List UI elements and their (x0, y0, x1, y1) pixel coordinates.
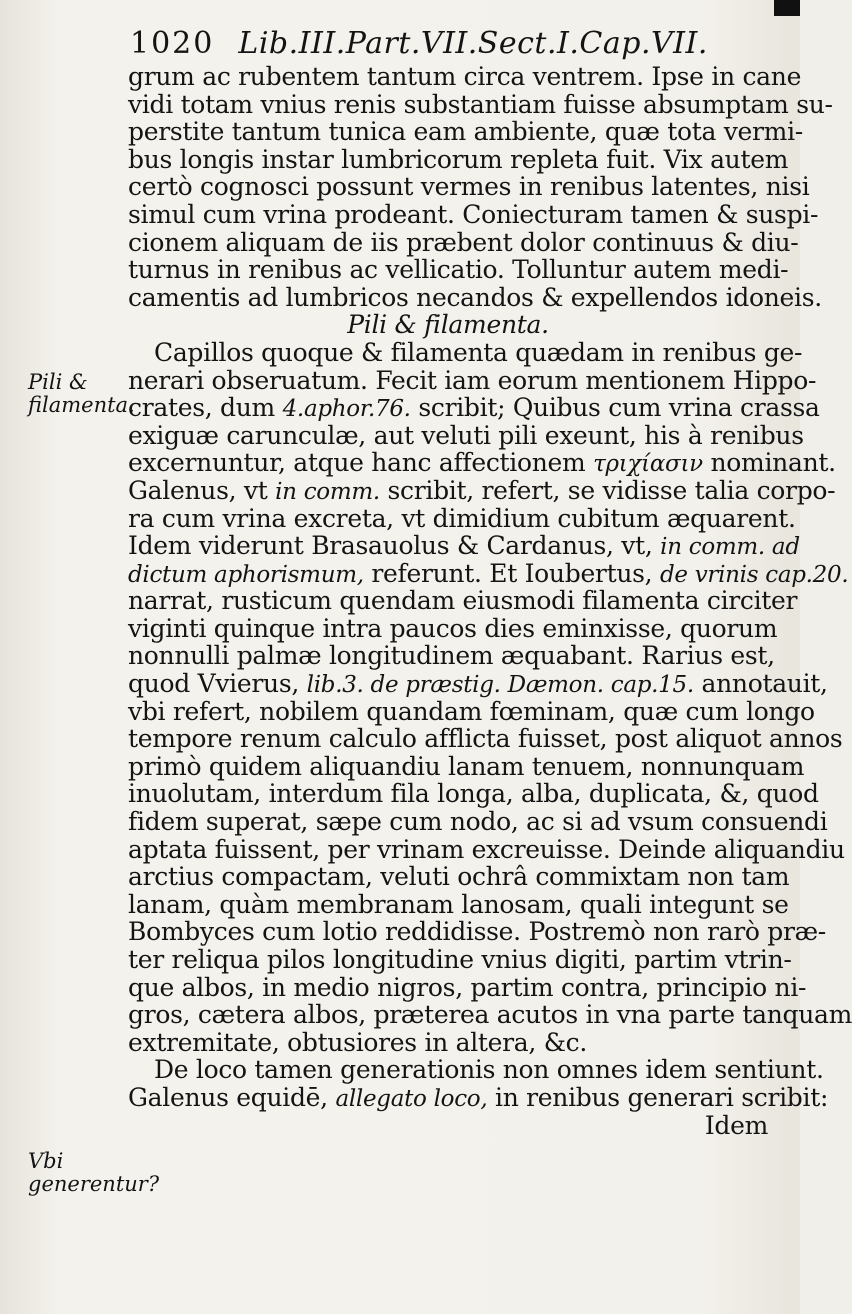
scan-corner-shadow (774, 0, 800, 16)
text-line (128, 1029, 768, 1057)
text-line (128, 751, 805, 781)
text-run: quod Vvierus, (128, 669, 307, 699)
text-run: De loco tamen generationis non omnes idem sentiunt. (154, 1055, 824, 1085)
text-run: Galenus, vt (128, 475, 276, 505)
text-run: ter reliqua pilos longitudine vnius digiti, partim vtrin- (128, 945, 792, 974)
text-run: nonnulli palmæ longitudinem æquabant. Rarius est, (128, 641, 775, 671)
text-line (128, 89, 833, 119)
text-run: Galenus equidē, (128, 1082, 336, 1112)
text-line (128, 420, 804, 450)
text-run: inuolutam, interdum fila longa, alba, duplicata, &, quod (128, 779, 819, 809)
italic-reference: allegato loco, (335, 1085, 488, 1112)
italic-reference: τριχίασιν (593, 451, 703, 478)
text-run: aptata fuissent, per vrinam excreuisse. Deinde aliquandiu (128, 834, 845, 864)
text-line (128, 62, 802, 91)
text-line (128, 1055, 824, 1085)
text-run: vbi refert, nobilem quandam fœminam, quæ cum longo (128, 696, 815, 726)
running-title: Lib.III.Part.VII.Sect.I.Cap.VII. (238, 26, 708, 61)
text-line (128, 144, 789, 174)
text-run: crates, dum (128, 393, 283, 423)
text-line (128, 779, 819, 809)
text-line (128, 972, 807, 1002)
text-run: fidem superat, sæpe cum nodo, ac si ad vsum consuendi (128, 807, 828, 837)
text-line (128, 696, 815, 726)
text-line (128, 255, 789, 285)
text-run: exiguæ carunculæ, aut veluti pili exeunt, his à renibus (128, 420, 804, 450)
text-run: scribit, refert, se vidisse talia corpo- (379, 475, 836, 505)
text-line (128, 945, 792, 974)
text-run: perstite tantum tunica eam ambiente, quæ tota vermi- (128, 117, 803, 147)
text-run: primò quidem aliquandiu lanam tenuem, nonnunquam (128, 751, 805, 781)
text-run: que albos, in medio nigros, partim contra, principio ni- (128, 972, 807, 1002)
text-run: cionem aliquam de iis præbent dolor continuus & diu- (128, 227, 799, 257)
text-run: Pili & filamenta. (347, 310, 549, 340)
text-run: in renibus generari scribit: (487, 1082, 829, 1112)
text-run: Idem viderunt Brasauolus & Cardanus, vt, (128, 531, 661, 561)
body-text (128, 62, 852, 1140)
text-line (128, 862, 790, 892)
text-run: grum ac rubentem tantum circa ventrem. Ipse in cane (128, 62, 802, 91)
text-line (128, 807, 828, 837)
text-line (128, 337, 803, 367)
text-line (128, 669, 828, 699)
text-line (128, 889, 789, 919)
text-run: tempore renum calculo afflicta fuisset, post aliquot annos (128, 724, 843, 754)
text-line (128, 1112, 768, 1140)
text-run: simul cum vrina prodeant. Coniecturam tamen & suspi- (128, 199, 819, 229)
text-run: referunt. Et Ioubertus, (363, 558, 660, 588)
margin-note-vbi-generentur: Vbi generentur? (28, 1149, 160, 1196)
italic-reference: 4.aphor.76. (282, 396, 411, 423)
text-line (128, 282, 822, 312)
text-line (128, 448, 836, 478)
text-run: nerari obseruatum. Fecit iam eorum mentionem Hippo- (128, 365, 817, 395)
italic-reference: in comm. (275, 478, 380, 505)
running-header (130, 26, 790, 61)
text-line (128, 393, 820, 423)
italic-reference: in comm. ad (660, 534, 800, 561)
text-line (128, 503, 796, 533)
text-line (128, 475, 836, 505)
italic-reference: dictum aphorismum, (128, 561, 364, 588)
text-run: turnus in renibus ac vellicatio. Tolluntur autem medi- (128, 255, 789, 285)
page-number: 1020 (130, 26, 215, 61)
margin-note-pili: Pili & filamenta. (28, 370, 135, 417)
section-heading (128, 311, 768, 339)
text-run: scribit; Quibus cum vrina crassa (410, 393, 820, 423)
text-line (128, 1000, 852, 1030)
text-line (128, 1082, 829, 1112)
text-run: bus longis instar lumbricorum repleta fuit. Vix autem (128, 144, 789, 174)
text-run: nominant. (702, 448, 836, 478)
text-run: annotauit, (693, 669, 828, 699)
text-run: excernuntur, atque hanc affectionem (128, 448, 594, 478)
text-run: viginti quinque intra paucos dies eminxisse, quorum (128, 613, 778, 643)
text-run: camentis ad lumbricos necandos & expellendos idoneis. (128, 282, 822, 312)
text-line (128, 365, 817, 395)
text-run: Capillos quoque & filamenta quædam in renibus ge- (154, 337, 803, 367)
text-line (128, 227, 799, 257)
italic-reference: de vrinis cap.20. (659, 561, 849, 588)
text-run: lanam, quàm membranam lanosam, quali integunt se (128, 889, 789, 919)
text-line (128, 586, 798, 616)
text-line (128, 834, 845, 864)
text-line (128, 199, 819, 229)
text-run: Idem (704, 1110, 768, 1140)
text-run: vidi totam vnius renis substantiam fuisse absumptam su- (128, 89, 833, 119)
text-line (128, 641, 775, 671)
text-line (128, 172, 810, 202)
text-line (128, 917, 826, 947)
text-line (128, 117, 803, 147)
text-line (128, 724, 843, 754)
text-run: ra cum vrina excreta, vt dimidium cubitum æquarent. (128, 503, 796, 533)
text-run: certò cognosci possunt vermes in renibus latentes, nisi (128, 172, 810, 202)
italic-reference: lib.3. de præstig. Dæmon. cap.15. (306, 672, 694, 699)
text-line (128, 558, 849, 588)
text-line (128, 531, 800, 561)
text-line (128, 613, 778, 643)
text-run: extremitate, obtusiores in altera, &c. (128, 1027, 588, 1057)
text-run: Bombyces cum lotio reddidisse. Postremò non rarò præ- (128, 917, 826, 947)
text-run: narrat, rusticum quendam eiusmodi filamenta circiter (128, 586, 798, 616)
text-run: arctius compactam, veluti ochrâ commixtam non tam (128, 862, 790, 892)
text-run: gros, cætera albos, præterea acutos in vna parte tanquam (128, 1000, 852, 1030)
